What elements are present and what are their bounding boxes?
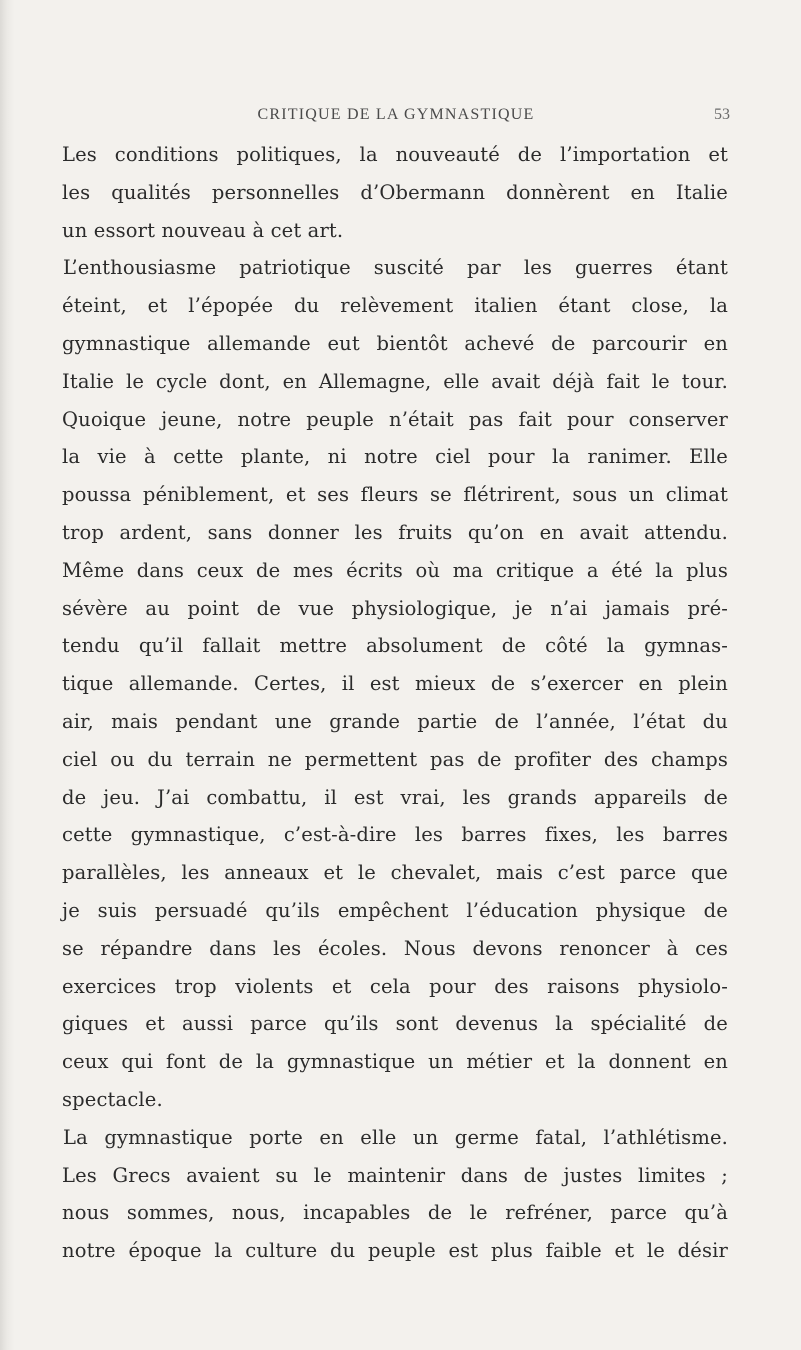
text-line: spectacle.	[62, 1087, 163, 1111]
text-line: exercices trop violents et cela pour des raisons physiolo-	[62, 974, 728, 998]
text-line: La gymnastique porte en elle un germe fatal, l’athlétisme.	[63, 1125, 728, 1149]
text-line: ciel ou du terrain ne permettent pas de profiter des champs	[62, 747, 728, 771]
page-number: 53	[714, 106, 730, 123]
text-line: poussa péniblement, et ses fleurs se flétrirent, sous un climat	[62, 483, 728, 507]
text-line: un essort nouveau à cet art.	[62, 218, 344, 242]
text-line: la vie à cette plante, ni notre ciel pour la ranimer. Elle	[62, 445, 728, 469]
text-line: gymnastique allemande eut bientôt achevé de parcourir en	[62, 331, 728, 355]
text-line: Les Grecs avaient su le maintenir dans de justes limites ;	[62, 1163, 728, 1187]
text-line: nous sommes, nous, incapables de le refréner, parce qu’à	[62, 1201, 728, 1225]
running-title: CRITIQUE DE LA GYMNASTIQUE	[257, 106, 535, 123]
text-line: se répandre dans les écoles. Nous devons renoncer à ces	[62, 936, 728, 960]
running-head	[62, 106, 730, 130]
text-line: cette gymnastique, c’est-à-dire les barres fixes, les barres	[62, 823, 728, 847]
text-line: air, mais pendant une grande partie de l’année, l’état du	[62, 709, 728, 733]
text-line: L’enthousiasme patriotique suscité par les guerres étant	[63, 256, 728, 280]
text-line: notre époque la culture du peuple est plus faible et le désir	[62, 1239, 728, 1263]
text-line: trop ardent, sans donner les fruits qu’on en avait attendu.	[62, 520, 728, 544]
text-line: Même dans ceux de mes écrits où ma critique a été la plus	[62, 558, 728, 582]
text-line: Les conditions politiques, la nouveauté de l’importation et	[62, 143, 728, 166]
text-line: giques et aussi parce qu’ils sont devenus la spécialité de	[62, 1012, 728, 1036]
text-line: les qualités personnelles d’Obermann donnèrent en Italie	[62, 180, 728, 204]
text-line: tique allemande. Certes, il est mieux de s’exercer en plein	[62, 672, 728, 696]
text-line: tendu qu’il fallait mettre absolument de côté la gymnas-	[62, 634, 728, 658]
text-line: ceux qui font de la gymnastique un métier et la donnent en	[62, 1050, 728, 1074]
body-text	[62, 136, 728, 1270]
text-line: je suis persuadé qu’ils empêchent l’éducation physique de	[62, 898, 728, 922]
text-line: Italie le cycle dont, en Allemagne, elle avait déjà fait le tour.	[62, 369, 728, 393]
page-gutter-shadow	[0, 0, 14, 1350]
text-line: éteint, et l’épopée du relèvement italien étant close, la	[62, 294, 728, 318]
text-line: sévère au point de vue physiologique, je n’ai jamais pré-	[62, 596, 728, 620]
text-line: parallèles, les anneaux et le chevalet, mais c’est parce que	[62, 861, 728, 885]
text-line: de jeu. J’ai combattu, il est vrai, les grands appareils de	[62, 785, 728, 809]
text-line: Quoique jeune, notre peuple n’était pas fait pour conserver	[62, 407, 728, 431]
